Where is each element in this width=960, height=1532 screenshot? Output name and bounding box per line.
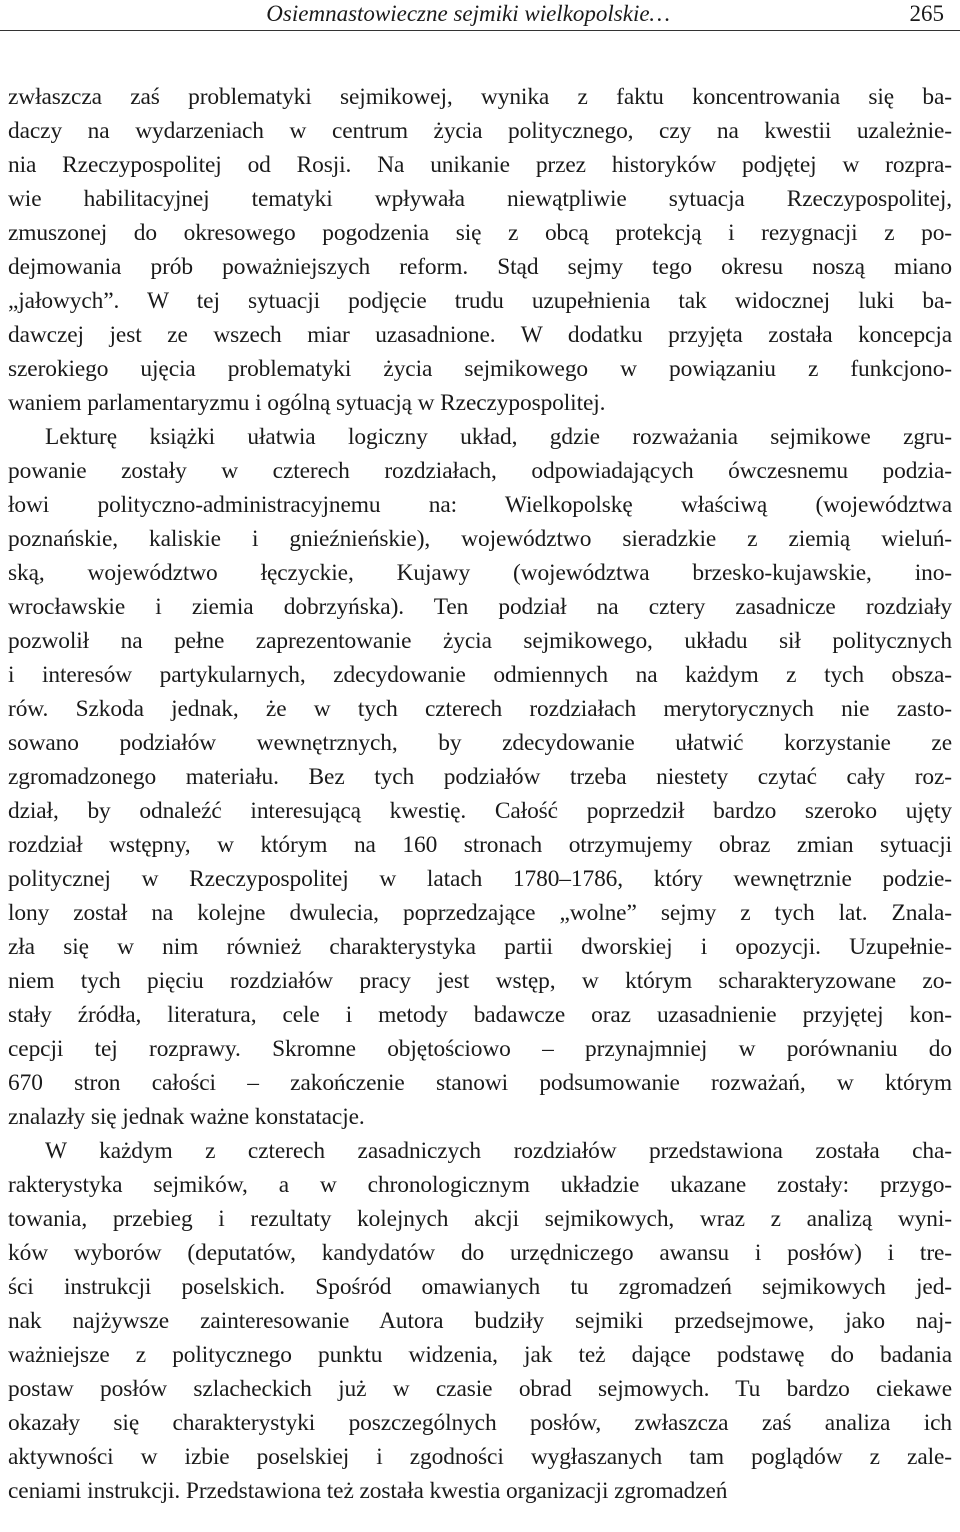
text-line: „jałowych”. W tej sytuacji podjęcie trudu uzupełnienia tak widocznej luki ba- — [8, 288, 952, 314]
text-line: stały źródła, literatura, cele i metody badawcze oraz uzasadnienie przyjętej kon- — [8, 1002, 952, 1028]
text-line: ską, województwo łęczyckie, Kujawy (województwa brzesko-kujawskie, ino- — [8, 560, 952, 586]
text-line: nia Rzeczypospolitej od Rosji. Na unikanie przez historyków podjętej w rozpra- — [8, 152, 952, 178]
paragraph — [8, 420, 952, 1134]
text-line: zgromadzonego materiału. Bez tych podziałów trzeba niestety czytać cały roz- — [8, 764, 952, 790]
text-line: 670 stron całości – zakończenie stanowi podsumowanie rozważań, w którym — [8, 1070, 952, 1096]
text-line: zła się w nim również charakterystyka partii dworskiej i opozycji. Uzupełnie- — [8, 934, 952, 960]
text-line: dawczej jest ze wszech miar uzasadnione. W dodatku przyjęta została koncepcja — [8, 322, 952, 348]
text-line: ków wyborów (deputatów, kandydatów do urzędniczego awansu i posłów) i tre- — [8, 1240, 952, 1266]
page-number: 265 — [909, 1, 944, 26]
page-header — [0, 0, 960, 31]
running-title: Osiemnastowieczne sejmiki wielkopolskie… — [266, 1, 670, 26]
text-line: wie habilitacyjnej tematyki wpływała niewątpliwie sytuacja Rzeczypospolitej, — [8, 186, 952, 212]
text-line: szerokiego ujęcia problematyki życia sejmikowego w powiązaniu z funkcjono- — [8, 356, 952, 382]
text-line: W każdym z czterech zasadniczych rozdziałów przedstawiona została cha- — [45, 1138, 952, 1164]
text-line: daczy na wydarzeniach w centrum życia politycznego, czy na kwestii uzależnie- — [8, 118, 952, 144]
text-line: lony został na kolejne dwulecia, poprzedzające „wolne” sejmy z tych lat. Znala- — [8, 900, 952, 926]
text-line: łowi polityczno-administracyjnemu na: Wielkopolskę właściwą (województwa — [8, 492, 952, 518]
text-line: niem tych pięciu rozdziałów pracy jest wstęp, w którym scharakteryzowane zo- — [8, 968, 952, 994]
text-line: towania, przebieg i rezultaty kolejnych akcji sejmikowych, wraz z analizą wyni- — [8, 1206, 952, 1232]
text-line: dział, by odnaleźć interesującą kwestię. Całość poprzedził bardzo szeroko ujęty — [8, 798, 952, 824]
text-line: dejmowania prób poważniejszych reform. Stąd sejmy tego okresu noszą miano — [8, 254, 952, 280]
paragraph — [8, 80, 952, 420]
text-line: ważniejsze z politycznego punktu widzenia, jak też dające podstawę do badania — [8, 1342, 952, 1368]
paragraph — [8, 1134, 952, 1508]
text-line: rozdział wstępny, w którym na 160 stronach otrzymujemy obraz zmian sytuacji — [8, 832, 952, 858]
text-line: wrocławskie i ziemia dobrzyńska). Ten podział na cztery zasadnicze rozdziały — [8, 594, 952, 620]
text-line: Lekturę książki ułatwia logiczny układ, gdzie rozważania sejmikowe zgru- — [45, 424, 952, 450]
text-line: zwłaszcza zaś problematyki sejmikowej, wynika z faktu koncentrowania się ba- — [8, 84, 952, 110]
text-line: rakterystyka sejmików, a w chronologicznym układzie ukazane zostały: przygo- — [8, 1172, 952, 1198]
text-line: nak najżywsze zainteresowanie Autora budziły sejmiki przedsejmowe, jako naj- — [8, 1308, 952, 1334]
text-line: cepcji tej rozprawy. Skromne objętościowo – przynajmniej w porównaniu do — [8, 1036, 952, 1062]
text-line: aktywności w izbie poselskiej i zgodności wygłaszanych tam poglądów z zale- — [8, 1444, 952, 1470]
text-line: powanie zostały w czterech rozdziałach, odpowiadających ówczesnemu podzia- — [8, 458, 952, 484]
text-line: rów. Szkoda jednak, że w tych czterech rozdziałach merytorycznych nie zasto- — [8, 696, 952, 722]
text-line: sowano podziałów wewnętrznych, by zdecydowanie ułatwić korzystanie ze — [8, 730, 952, 756]
text-line: waniem parlamentaryzmu i ogólną sytuacją w Rzeczypospolitej. — [8, 390, 606, 416]
text-line: zmuszonej do okresowego pogodzenia się z obcą protekcją i rezygnacji z po- — [8, 220, 952, 246]
text-line: poznańskie, kaliskie i gnieźnieńskie), województwo sieradzkie z ziemią wieluń- — [8, 526, 952, 552]
text-line: politycznej w Rzeczypospolitej w latach 1780–1786, który wewnętrznie podzie- — [8, 866, 952, 892]
text-line: postaw posłów szlacheckich już w czasie obrad sejmowych. Tu bardzo ciekawe — [8, 1376, 952, 1402]
text-line: znalazły się jednak ważne konstatacje. — [8, 1104, 365, 1130]
text-line: ści instrukcji poselskich. Spośród omawianych tu zgromadzeń sejmikowych jed- — [8, 1274, 952, 1300]
body-text — [8, 80, 952, 1508]
text-line: pozwolił na pełne zaprezentowanie życia sejmikowego, układu sił politycznych — [8, 628, 952, 654]
text-line: i interesów partykularnych, zdecydowanie odmiennych na każdym z tych obsza- — [8, 662, 952, 688]
text-line: okazały się charakterystyki poszczególnych posłów, zwłaszcza zaś analiza ich — [8, 1410, 952, 1436]
text-line: ceniami instrukcji. Przedstawiona też została kwestia organizacji zgromadzeń — [8, 1478, 728, 1504]
